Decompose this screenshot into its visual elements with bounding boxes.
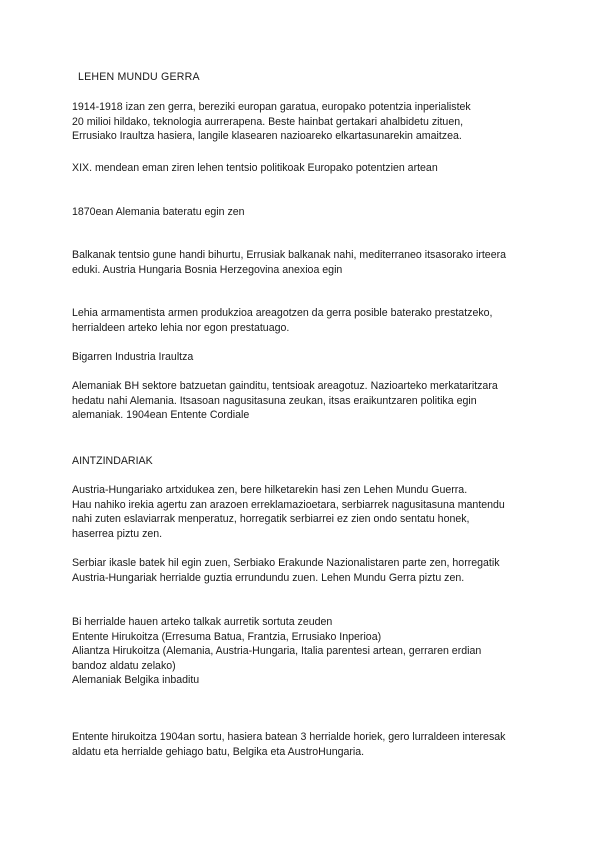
text-line: herrialdeen arteko lehia nor egon prestatuago. bbox=[72, 321, 290, 334]
text-line: 1914-1918 izan zen gerra, bereziki europan garatua, europako potentzia inperialistek bbox=[72, 101, 471, 113]
paragraph bbox=[72, 205, 542, 220]
paragraph bbox=[72, 306, 542, 335]
paragraph bbox=[72, 556, 542, 585]
text-line: Bigarren Industria Iraultza bbox=[72, 351, 194, 363]
text-line: eduki. Austria Hungaria Bosnia Herzegovina anexioa egin bbox=[72, 263, 343, 276]
text-line: Alemaniak Belgika inbaditu bbox=[72, 674, 200, 686]
document-title: LEHEN MUNDU GERRA bbox=[78, 71, 200, 83]
text-line: nahi zuten eslaviarrak menperatuz, horregatik serbiarrei ez zien ondo sentatu honek, bbox=[72, 513, 470, 525]
paragraph bbox=[72, 379, 542, 423]
text-line: 1870ean Alemania bateratu egin zen bbox=[72, 206, 245, 218]
paragraph bbox=[72, 730, 542, 759]
text-line: haserrea piztu zen. bbox=[72, 527, 163, 540]
paragraph bbox=[72, 483, 542, 541]
section-heading bbox=[72, 454, 542, 469]
text-line: Alemaniak BH sektore batzuetan gainditu, tentsioak areagotuz. Nazioarteko merkataritzara bbox=[72, 380, 498, 392]
text-line: Bi herrialde hauen arteko talkak aurretik sortuta zeuden bbox=[72, 616, 333, 628]
text-line: Austria-Hungariako artxidukea zen, bere hilketarekin hasi zen Lehen Mundu Guerra. bbox=[72, 484, 468, 496]
paragraph bbox=[72, 248, 542, 277]
paragraph bbox=[72, 615, 542, 688]
paragraph bbox=[72, 350, 542, 365]
text-line: Hau nahiko irekia agertu zan arazoen erreklamazioetara, serbiarrek nagusitasuna mantendu bbox=[72, 498, 505, 511]
text-line: Lehia armamentista armen produkzioa areagotzen da gerra posible baterako prestatzeko, bbox=[72, 307, 493, 319]
text-line: hedatu nahi Alemania. Itsasoan nagusitasuna zeukan, itsas eraikuntzaren politika egin bbox=[72, 394, 477, 407]
text-line: aldatu eta herrialde gehiago batu, Belgika eta AustroHungaria. bbox=[72, 745, 365, 758]
paragraph bbox=[72, 161, 542, 176]
text-line: 20 milioi hildako, teknologia aurrerapena. Beste hainbat gertakari ahalbidetu zituen, bbox=[72, 115, 464, 128]
paragraph bbox=[72, 100, 542, 144]
text-line: Entente hirukoitza 1904an sortu, hasiera batean 3 herrialde horiek, gero lurraldeen interesak bbox=[72, 731, 506, 743]
text-line: XIX. mendean eman ziren lehen tentsio politikoak Europako potentzien artean bbox=[72, 162, 438, 174]
text-line: Austria-Hungariak herrialde guztia errundundu zuen. Lehen Mundu Gerra piztu zen. bbox=[72, 571, 465, 584]
text-line: alemaniak. 1904ean Entente Cordiale bbox=[72, 409, 250, 421]
text-line: Errusiako Iraultza hasiera, langile klasearen nazioareko elkartasunarekin amaitzea. bbox=[72, 130, 462, 142]
text-line: AINTZINDARIAK bbox=[72, 455, 153, 467]
text-line: Aliantza Hirukoitza (Alemania, Austria-Hungaria, Italia parentesi artean, gerraren erdian bbox=[72, 645, 482, 657]
text-line: bandoz aldatu zelako) bbox=[72, 659, 176, 672]
text-line: Entente Hirukoitza (Erresuma Batua, Frantzia, Errusiako Inperioa) bbox=[72, 630, 382, 643]
text-line: Serbiar ikasle batek hil egin zuen, Serbiako Erakunde Nazionalistaren parte zen, horregatik bbox=[72, 557, 500, 569]
text-line: Balkanak tentsio gune handi bihurtu, Errusiak balkanak nahi, mediterraneo itsasorako irteera bbox=[72, 249, 507, 261]
